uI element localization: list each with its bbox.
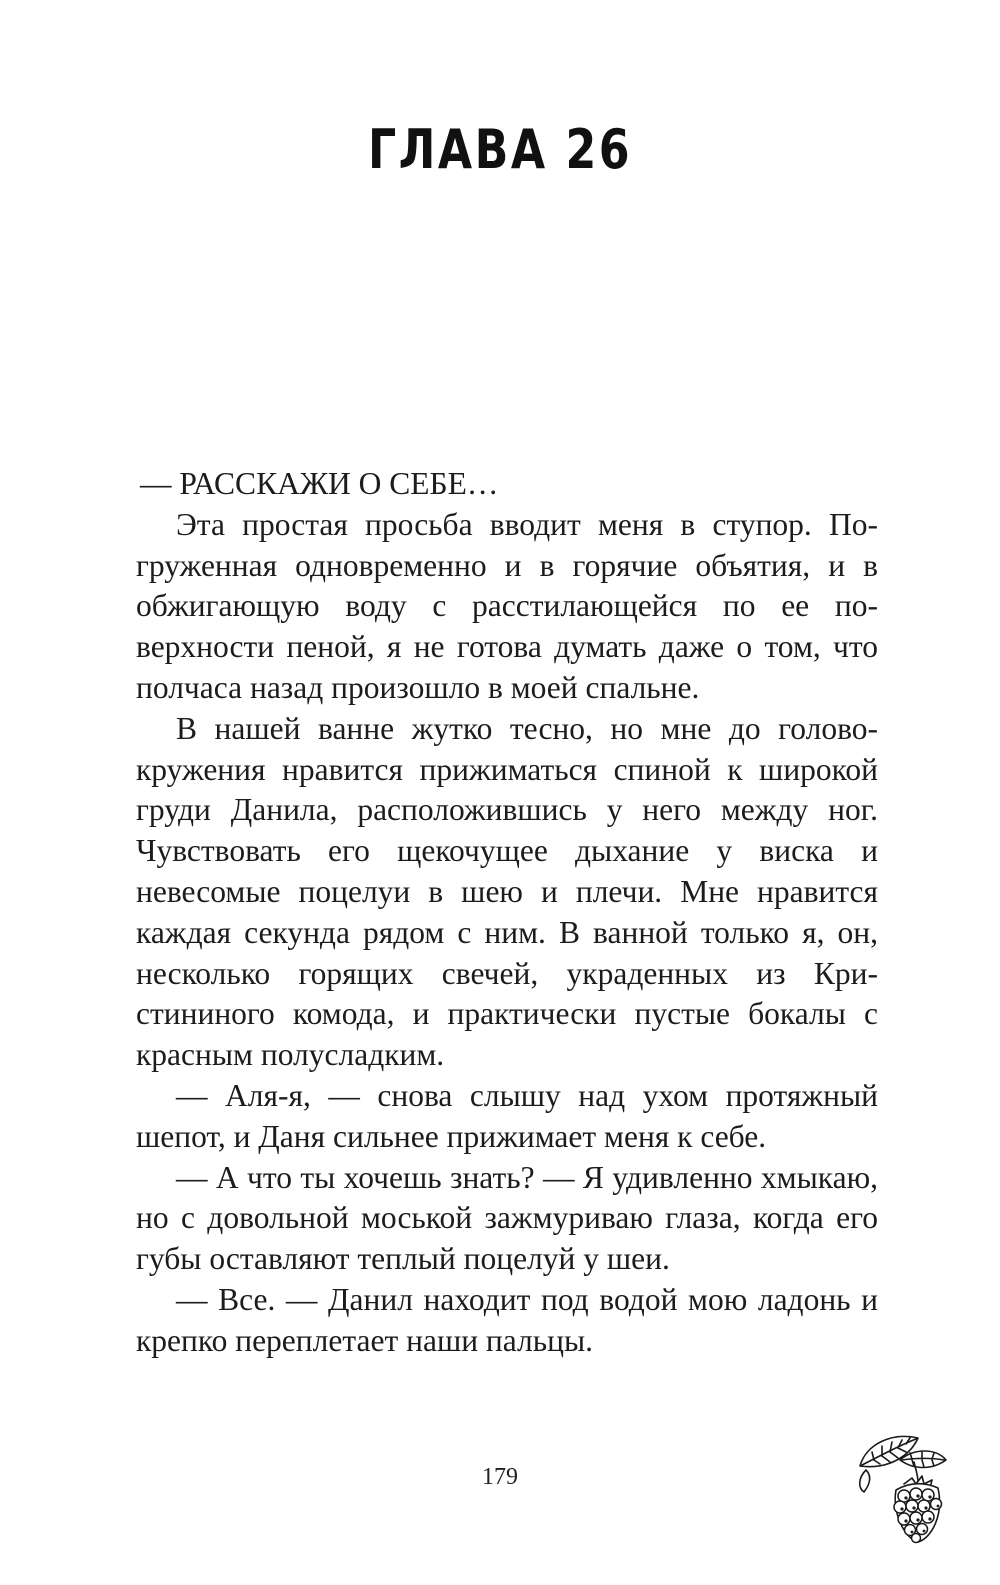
page-number: 179 — [482, 1464, 518, 1490]
chapter-title: ГЛАВА 26 — [367, 118, 632, 181]
dialogue-paragraph: — Все. — Данил находит под водой мою ладонь и крепко переплетает наши пальцы. — [136, 1281, 878, 1358]
chapter-body — [136, 464, 878, 1362]
dialogue-paragraph: — Аля-я, — снова слышу над ухом протяжный шепот, и Даня сильнее прижимает меня к себе. — [136, 1077, 878, 1154]
raspberry-icon — [852, 1426, 952, 1546]
paragraph: В нашей ванне жутко тесно, но мне до головокружения нравится прижиматься спиной к широкой груди Данила, расположившись у него между ног. Чувствовать его щекочущее дыхание у виска и невесомые поцелуи в шею и плечи. Мне нравится каждая секунда рядом с ним. В ванной только я, он, несколько горящих свечей, украденных из Кристининого комода, и практически пустые бокалы с красным полусладким. — [136, 710, 878, 1073]
dialogue-paragraph: — А что ты хочешь знать? — Я удивленно хмыкаю, но с довольной моськой зажмуриваю глаза, когда его губы оставляют теплый поцелуй у шеи. — [136, 1159, 878, 1277]
paragraph: Эта простая просьба вводит меня в ступор. Погруженная одновременно и в горячие объятия, и в обжигающую воду с расстилающейся по ее поверхности пеной, я не готова думать даже о том, что полчаса назад произошло в моей спальне. — [136, 506, 878, 705]
opening-dialogue-line: — РАССКАЖИ О СЕБЕ… — [140, 466, 499, 501]
